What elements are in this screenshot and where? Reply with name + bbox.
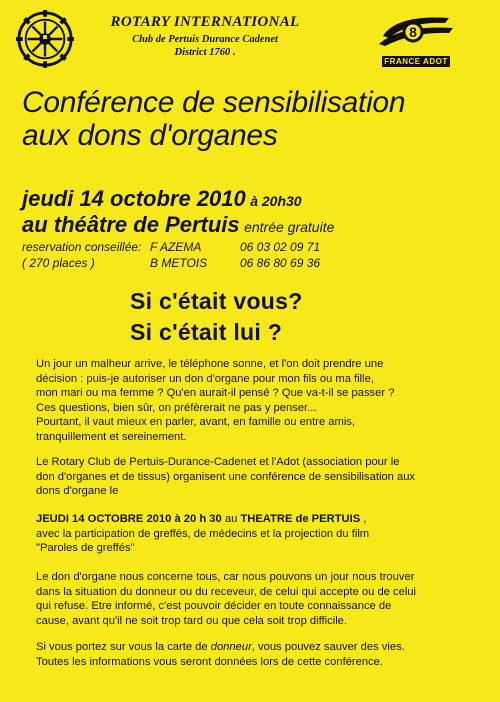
paragraph-concern	[36, 570, 466, 628]
title-line-1: Conférence de sensibilisation	[22, 86, 406, 119]
title-line-2: aux dons d'organes	[22, 119, 278, 152]
text-line: Ces questions, bien sûr, on préfèrerait ne pas y penser...	[36, 401, 317, 414]
paragraph-event-details	[36, 512, 466, 556]
rotary-wheel-icon	[16, 10, 74, 68]
conference-title	[22, 86, 492, 152]
svg-text:8: 8	[409, 24, 417, 40]
text-line: Pourtant, il vaut mieux en parler, avant, en famille ou entre amis,	[36, 416, 356, 429]
reservation-row	[22, 255, 492, 271]
event-venue-line	[22, 212, 492, 238]
text-fragment: Si vous portez sur vous la carte de	[36, 641, 211, 653]
text-fragment: au	[221, 513, 241, 525]
organization-name: ROTARY INTERNATIONAL	[110, 14, 300, 30]
reservation-block	[22, 239, 492, 271]
event-date: jeudi 14 octobre 2010	[22, 186, 246, 211]
contact-name: F AZEMA	[150, 240, 202, 254]
contact-phone: 06 86 80 69 36	[240, 256, 321, 270]
text-line: don d'organes et de tissus) organisent une conférence de sensibilisation aux	[36, 470, 416, 483]
paragraph-donor-card	[36, 640, 466, 669]
club-name: Club de Pertuis Durance Cadenet	[132, 34, 278, 45]
reservation-row	[22, 239, 492, 255]
text-line: mon mari ou ma femme ? Qu'en aurait-il pensé ? Que va-t-il se passer ?	[36, 387, 395, 400]
text-fragment: , vous pouvez sauver des vies.	[251, 641, 405, 653]
contact-name: B METOIS	[150, 256, 208, 270]
slogan-line-2: Si c'était lui ?	[130, 319, 283, 345]
reservation-label: reservation conseillée:	[22, 240, 142, 254]
text-line: Toutes les informations vous seront données lors de cette conférence.	[36, 655, 384, 668]
reservation-places: ( 270 places )	[22, 256, 95, 270]
france-adot-label: FRANCE ADOT	[382, 56, 450, 67]
rotary-header	[80, 14, 330, 58]
text-line: Le don d'organe nous concerne tous, car nous pouvons un jour nous trouver	[36, 571, 415, 583]
text-line: tranquillement et sereinement.	[36, 430, 187, 443]
event-venue-strong: THEATRE de PERTUIS	[240, 513, 361, 525]
text-line: décision : puis-je autoriser un don d'organe pour mon fils ou ma fille,	[36, 372, 374, 385]
event-date-strong: JEUDI 14 OCTOBRE 2010 à 20 h 30	[36, 513, 222, 525]
france-adot-logo-icon	[375, 14, 455, 54]
donneur-emphasis: donneur	[210, 641, 252, 653]
text-line: avec la participation de greffés, de médecins et la projection du film	[36, 527, 370, 540]
paragraph-intro	[36, 357, 466, 445]
text-line	[36, 512, 466, 527]
event-time: à 20h30	[250, 193, 302, 209]
event-entry: entrée gratuite	[244, 219, 335, 235]
text-line: Le Rotary Club de Pertuis-Durance-Cadenet et l'Adot (association pour le	[36, 456, 400, 468]
text-line: dans la situation du donneur ou du receveur, de celui qui accepte ou de celui	[36, 585, 417, 598]
slogan	[130, 286, 460, 348]
text-line: cause, avant qu'il ne soit trop tard ou que cela soit trop difficile.	[36, 614, 348, 627]
district-name: District 1760 .	[174, 47, 236, 58]
text-line: dons d'organe le	[36, 485, 119, 498]
paragraph-organizers	[36, 455, 466, 499]
contact-phone: 06 03 02 09 71	[240, 240, 321, 254]
slogan-line-1: Si c'était vous?	[130, 288, 303, 314]
text-line: qui refuse. Etre informé, c'est pouvoir décider en toute connaissance de	[36, 600, 392, 613]
text-line	[36, 640, 466, 655]
text-fragment: ,	[360, 513, 367, 525]
text-line: "Paroles de greffés"	[36, 542, 135, 555]
text-line: Un jour un malheur arrive, le téléphone sonne, et l'on doit prendre une	[36, 358, 384, 370]
event-venue: au théâtre de Pertuis	[22, 212, 240, 237]
event-date-line	[22, 186, 492, 212]
